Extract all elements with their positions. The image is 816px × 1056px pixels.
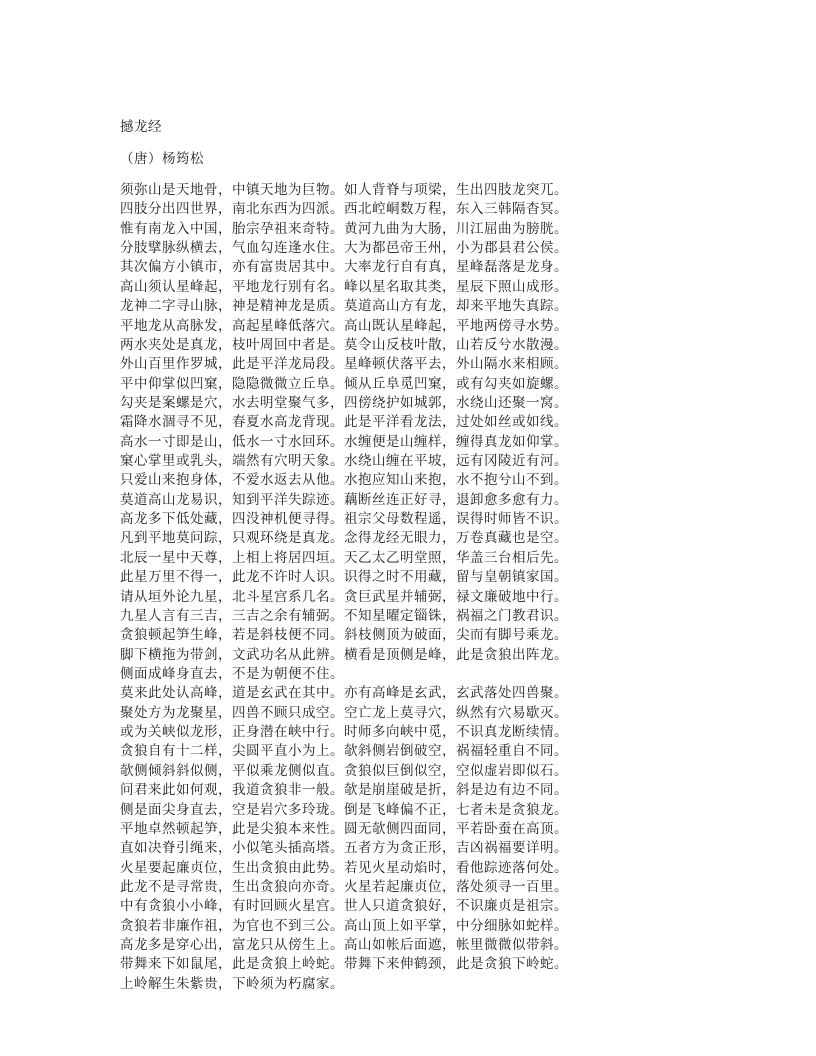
poem-line: 平地卓然顿起笋，此是尖狼本来性。圆无欹侧四面同，平若卧蚕在高顶。: [120, 820, 568, 837]
poem-line: 勾夹是案螺是穴，水去明堂聚气多，四傍绕护如城郭，水绕山还聚一窝。: [120, 394, 568, 411]
poem-line: 龙神二字寻山脉，神是精神龙是质。莫道高山方有龙，却来平地失真踪。: [120, 298, 568, 315]
poem-line: 欹侧倾斜斜似侧，平似乘龙侧似直。贪狼似巨倒似空，空似虚岩即似石。: [120, 762, 568, 779]
poem-line: 平中仰掌似凹窠，隐隐微微立丘阜。倾从丘阜觅凹窠，或有勾夹如旋螺。: [120, 375, 568, 392]
document-author: （唐）杨筠松: [120, 151, 204, 167]
poem-line: 霜降水涸寻不见，春夏水高龙背现。此是平洋看龙法，过处如丝或如线。: [120, 414, 568, 431]
poem-line: 脚下横拖为带剑，文武功名从此辨。横看是顶侧是峰，此是贪狼出阵龙。: [120, 646, 568, 663]
poem-line: 火星要起廉贞位，生出贪狼由此势。若见火星动焰时，看他踪迹落何处。: [120, 859, 568, 876]
poem-line: 贪狼若非廉作祖，为官也不到三公。高山顶上如平掌，中分细脉如蛇样。: [120, 917, 568, 934]
poem-line: 高水一寸即是山，低水一寸水回环。水缠便是山缠样，缠得真龙如仰掌。: [120, 433, 568, 450]
poem-line: 高龙多下低处藏，四没神机便寻得。祖宗父母数程遥，误得时师皆不识。: [120, 511, 568, 528]
poem-line: 只爱山来抱身体，不爱水返去从他。水抱应知山来抱，水不抱兮山不到。: [120, 472, 568, 489]
poem-line: 凡到平地莫问踪，只观环绕是真龙。念得龙经无眼力，万卷真藏也是空。: [120, 530, 568, 547]
poem-line: 莫道高山龙易识，知到平洋失踪迹。藕断丝连正好寻，退卸愈多愈有力。: [120, 491, 568, 508]
poem-line: 贪狼顿起笋生峰，若是斜枝便不同。斜枝侧顶为破面，尖而有脚号乘龙。: [120, 627, 568, 644]
document-title: 撼龙经: [120, 119, 162, 135]
poem-line: 九星人言有三吉，三吉之余有辅弼。不知星曜定锱铢，祸福之门教君识。: [120, 607, 568, 624]
poem-line: 侧是面尖身直去，空是岩穴多玲珑。倒是飞峰偏不正，七者未是贪狼龙。: [120, 801, 568, 818]
poem-line: 窠心掌里或乳头，端然有穴明天象。水绕山缠在平坡，远有冈陵近有河。: [120, 453, 568, 470]
poem-line: 须弥山是天地骨，中镇天地为巨物。如人背脊与项梁，生出四肢龙突兀。: [120, 182, 568, 198]
poem-line: 此星万里不得一，此龙不许时人识。识得之时不用藏，留与皇朝镇家国。: [120, 569, 568, 586]
poem-line: 惟有南龙入中国，胎宗孕祖来奇特。黄河九曲为大肠，川江屈曲为膀胱。: [120, 220, 568, 237]
poem-line: 四肢分出四世界，南北东西为四派。西北崆峒数万程，东入三韩隔杳冥。: [120, 201, 568, 218]
poem-line: 高山须认星峰起，平地龙行别有名。峰以星名取其类，星辰下照山成形。: [120, 278, 568, 295]
poem-line: 两水夹处是真龙，枝叶周回中者是。莫令山反枝叶散，山若反兮水散漫。: [120, 336, 568, 353]
poem-line: 北辰一星中天尊，上相上将居四垣。天乙太乙明堂照，华盖三台相后先。: [120, 549, 568, 566]
poem-body: [120, 181, 720, 994]
poem-line: 高龙多是穿心出，富龙只从傍生上。高山如帐后面遮，帐里微微似带斜。: [120, 937, 568, 954]
poem-line: 其次偏方小镇市，亦有富贵居其中。大率龙行自有真，星峰磊落是龙身。: [120, 259, 568, 276]
poem-line: 上岭解生朱紫贵，下岭须为朽腐家。: [120, 975, 344, 992]
poem-line: 请从垣外论九星，北斗星宫系几名。贪巨武星并辅弼，禄文廉破地中行。: [120, 588, 568, 605]
poem-line: 平地龙从高脉发，高起星峰低落穴。高山既认星峰起，平地两傍寻水势。: [120, 317, 568, 334]
poem-line: 或为关峡似龙形，正身潜在峡中行。时师多向峡中觅，不识真龙断续情。: [120, 724, 568, 741]
poem-line: 中有贪狼小小峰，有时回顾火星宫。世人只道贪狼好，不识廉贞是祖宗。: [120, 898, 568, 915]
poem-line: 侧面成峰身直去，不是为朝便不住。: [120, 665, 344, 682]
poem-line: 此龙不是寻常贵，生出贪狼向亦奇。火星若起廉贞位，落处须寻一百里。: [120, 878, 568, 895]
poem-line: 贪狼自有十二样，尖圆平直小为上。欹斜侧岩倒破空，祸福轻重自不同。: [120, 743, 568, 760]
poem-line: 莫来此处认高峰，道是玄武在其中。亦有高峰是玄武，玄武落处四兽聚。: [120, 685, 568, 702]
poem-line: 问君来此如何观，我道贪狼非一般。欹是崩崖破是折，斜是边有边不同。: [120, 782, 568, 799]
poem-line: 聚处方为龙聚星，四兽不顾只成空。空亡龙上莫寻穴，纵然有穴易歇灭。: [120, 704, 568, 721]
poem-line: 分肢擘脉纵横去，气血勾连逢水住。大为都邑帝王州，小为郡县君公侯。: [120, 240, 568, 257]
poem-line: 直如决脊引绳来，小似笔头插高塔。五者方为贪正形，吉凶祸福要详明。: [120, 840, 568, 857]
poem-line: 带舞来下如鼠尾，此是贪狼上岭蛇。带舞下来伸鹤颈，此是贪狼下岭蛇。: [120, 956, 568, 973]
poem-line: 外山百里作罗城，此是平洋龙局段。星峰顿伏落平去，外山隔水来相顾。: [120, 356, 568, 373]
